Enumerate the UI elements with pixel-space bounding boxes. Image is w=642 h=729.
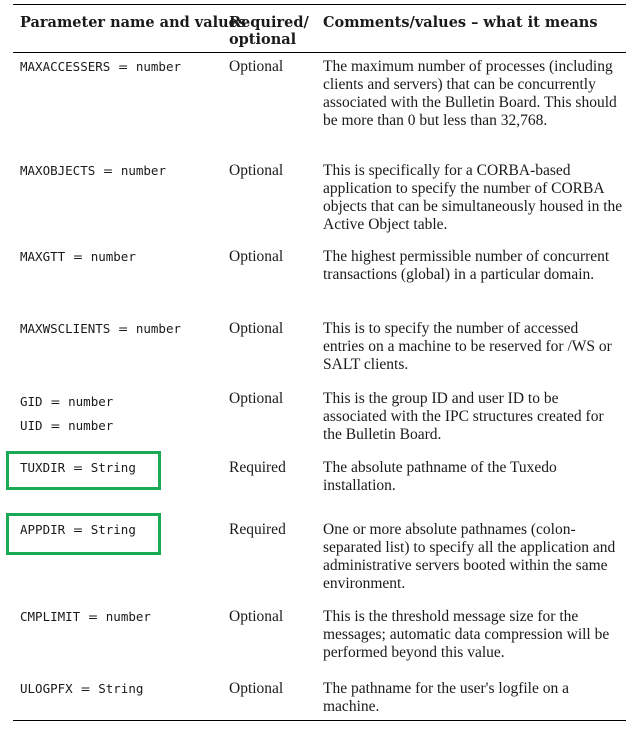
comment-cell: The highest permissible number of concurrent transactions (global) in a particular domain. <box>323 248 610 283</box>
param-eq: = <box>72 522 84 537</box>
param-eq: = <box>102 163 114 178</box>
req-cell: Optional <box>229 320 284 337</box>
header-required: Required/ optional <box>229 14 309 48</box>
param-name: MAXGTT <box>20 249 66 264</box>
req-cell: Optional <box>229 608 284 625</box>
req-cell: Optional <box>229 680 284 697</box>
param-cell <box>20 680 143 698</box>
param-name: ULOGPFX <box>20 681 73 696</box>
param-value: number <box>68 394 114 409</box>
table-header-rule <box>13 52 626 53</box>
comment-cell: This is specifically for a CORBA-based application to specify the number of CORBA objects that can be simultaneously housed in the Active Object table. <box>323 162 623 233</box>
table-bottom-rule <box>13 720 626 721</box>
param-value: number <box>105 609 151 624</box>
param-eq: = <box>72 460 84 475</box>
param-cell <box>20 521 136 539</box>
comment-cell: This is the threshold message size for the messages; automatic data compression will be performed beyond this value. <box>323 608 610 661</box>
req-cell: Optional <box>229 248 284 265</box>
param-value: number <box>120 163 166 178</box>
comment-cell: This is the group ID and user ID to be associated with the IPC structures created for the Bulletin Board. <box>323 390 604 443</box>
param-eq: = <box>80 681 91 696</box>
param-value: String <box>98 681 144 696</box>
param-eq: = <box>117 321 129 336</box>
comment-cell: This is to specify the number of accessed entries on a machine to be reserved for /WS or SALT clients. <box>323 320 612 373</box>
param-cell <box>20 320 181 338</box>
param-eq: = <box>117 59 129 74</box>
param-name: UID <box>20 418 43 433</box>
comment-cell: The pathname for the user's logfile on a machine. <box>323 680 569 715</box>
comment-cell: One or more absolute pathnames (colon-separated list) to specify all the application and administrative servers booted within the same environment. <box>323 521 616 592</box>
table-top-rule <box>13 4 626 5</box>
param-name: MAXOBJECTS <box>20 163 96 178</box>
param-name: CMPLIMIT <box>20 609 81 624</box>
req-cell: Optional <box>229 58 284 75</box>
param-value: String <box>90 460 136 475</box>
param-eq: = <box>72 249 84 264</box>
comment-cell: The absolute pathname of the Tuxedo installation. <box>323 459 557 494</box>
req-cell: Optional <box>229 390 284 407</box>
comment-cell: The maximum number of processes (including clients and servers) that can be concurrently associated with the Bulletin Board. This should be more than 0 but less than 32,768. <box>323 58 617 129</box>
param-value: number <box>90 249 136 264</box>
param-cell <box>20 58 181 76</box>
param-eq: = <box>50 394 61 409</box>
param-cell <box>20 608 151 626</box>
param-cell <box>20 162 166 180</box>
param-cell <box>20 459 136 477</box>
param-name: APPDIR <box>20 522 66 537</box>
param-name: MAXWSCLIENTS <box>20 321 111 336</box>
req-cell: Required <box>229 459 286 476</box>
param-name: MAXACCESSERS <box>20 59 111 74</box>
req-cell: Optional <box>229 162 284 179</box>
param-eq: = <box>50 418 61 433</box>
header-param: Parameter name and values <box>20 14 247 31</box>
param-value: number <box>135 59 182 74</box>
param-eq: = <box>87 609 99 624</box>
param-cell <box>20 248 136 266</box>
param-value: String <box>90 522 136 537</box>
param-name: GID <box>20 394 43 409</box>
header-comments: Comments/values – what it means <box>323 14 598 31</box>
req-cell: Required <box>229 521 286 538</box>
param-cell <box>20 390 113 438</box>
param-value: number <box>135 321 182 336</box>
param-name: TUXDIR <box>20 460 66 475</box>
param-value: number <box>68 418 114 433</box>
